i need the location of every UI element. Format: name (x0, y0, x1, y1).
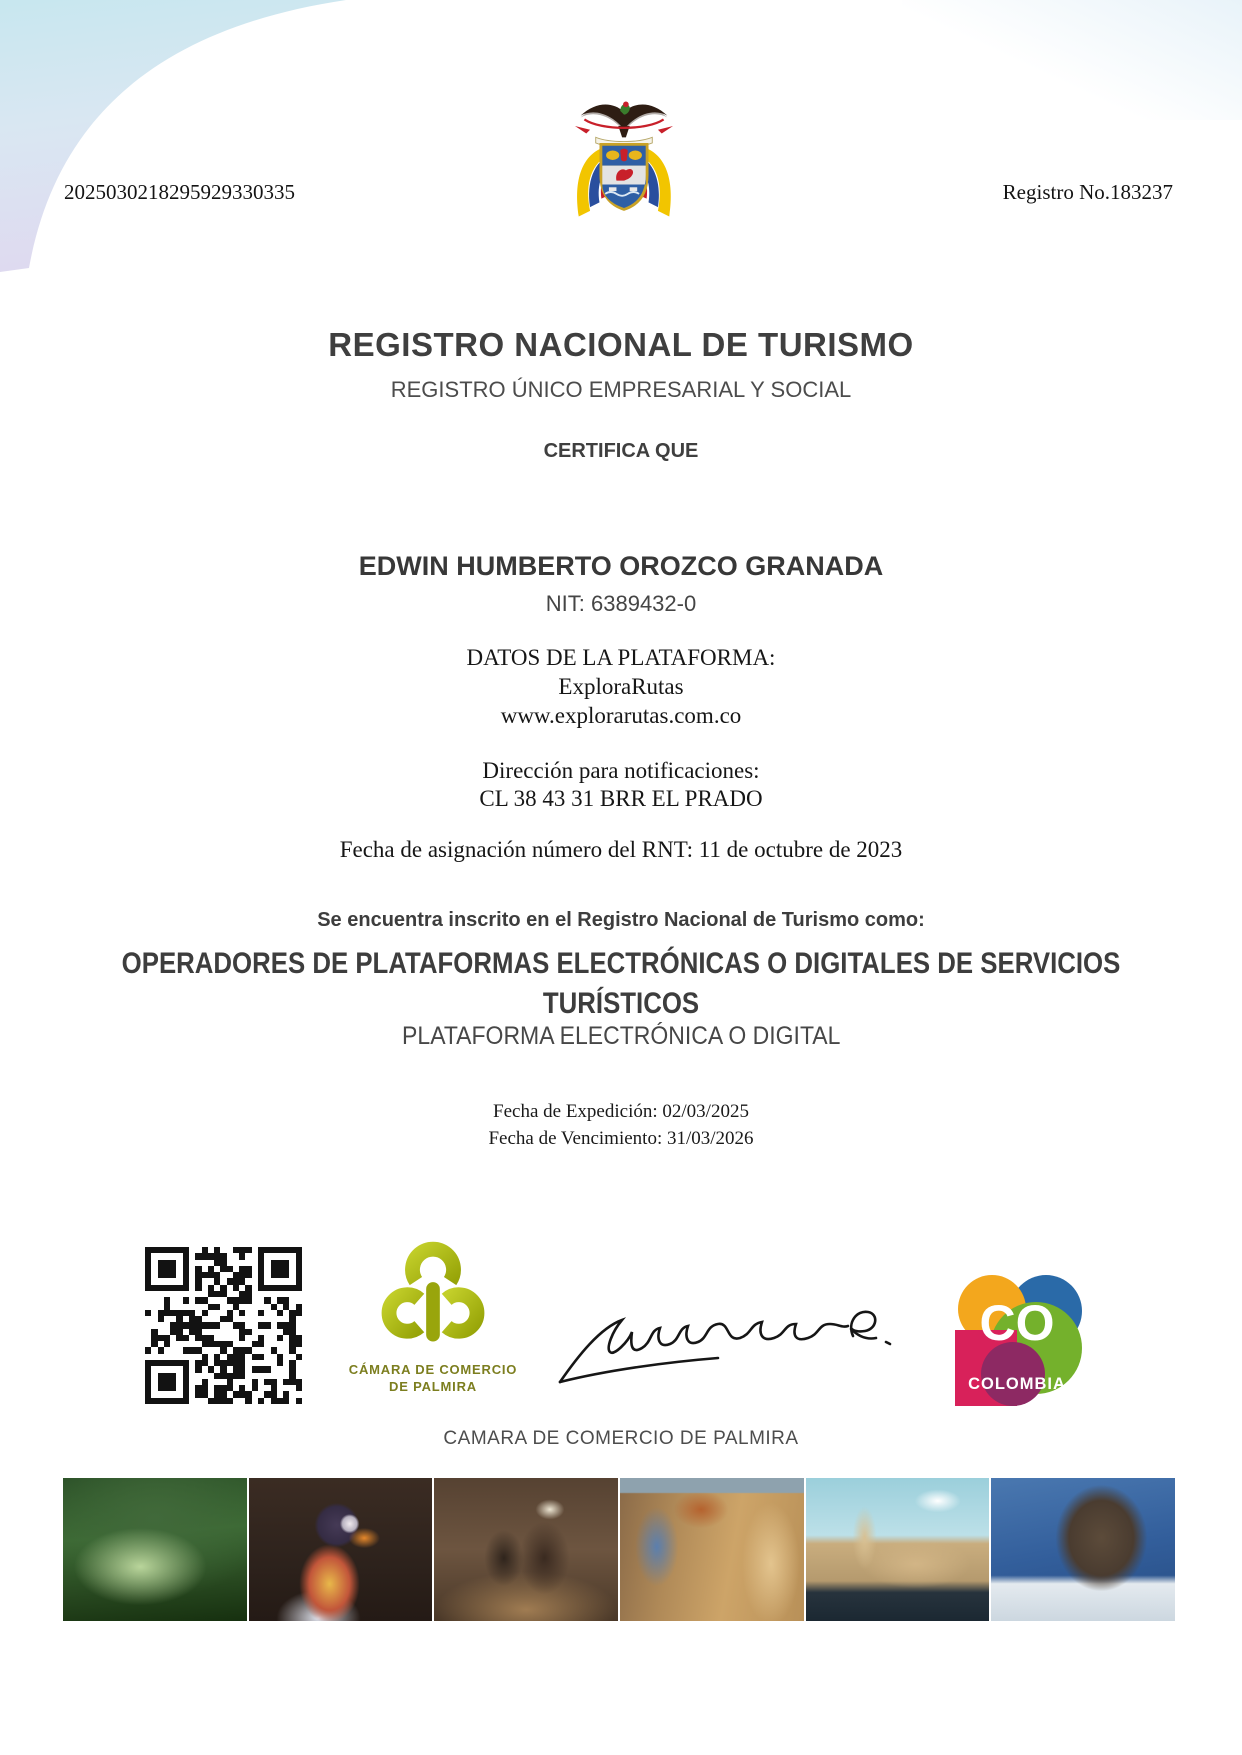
notification-address: CL 38 43 31 BRR EL PRADO (479, 786, 763, 811)
co-logo-colombia-text: COLOMBIA (968, 1375, 1066, 1393)
document-serial-number: 2025030218295929330335 (64, 180, 295, 204)
co-logo-co-text: CO (979, 1295, 1055, 1351)
tourism-photo-strip (63, 1478, 1175, 1621)
page-title: REGISTRO NACIONAL DE TURISMO (328, 326, 914, 363)
co-colombia-logo (955, 1272, 1082, 1406)
inscription-intro: Se encuentra inscrito en el Registro Nacional de Turismo como: (317, 909, 925, 931)
expiration-date: Fecha de Vencimiento: 31/03/2026 (488, 1128, 754, 1149)
rnt-assignment-date: Fecha de asignación número del RNT: 11 de octubre de 2023 (339, 837, 903, 862)
notification-address-heading: Dirección para notificaciones: (482, 758, 760, 783)
rnt-subcategory (0, 1022, 1242, 1051)
chamber-logo-line2: DE PALMIRA (389, 1379, 477, 1394)
chamber-name-footer: CAMARA DE COMERCIO DE PALMIRA (443, 1428, 799, 1449)
chamber-logo-line1: CÁMARA DE COMERCIO (348, 1362, 518, 1377)
photo-jungle-trail (63, 1478, 247, 1621)
page-subtitle: REGISTRO ÚNICO EMPRESARIAL Y SOCIAL (390, 377, 852, 402)
holder-nit: NIT: 6389432-0 (545, 591, 697, 616)
expedition-date: Fecha de Expedición: 02/03/2025 (493, 1101, 749, 1122)
rnt-subcategory-text: PLATAFORMA ELECTRÓNICA O DIGITAL (401, 1022, 841, 1050)
chamber-logo-caption (333, 1361, 533, 1395)
corner-gradient-decoration (0, 0, 420, 272)
condor (581, 101, 668, 137)
chamber-of-commerce-logo (333, 1240, 533, 1395)
photo-colonial-street (620, 1478, 804, 1621)
top-right-tint (902, 0, 1242, 120)
certifies-label: CERTIFICA QUE (543, 440, 699, 462)
shield (599, 143, 648, 211)
platform-name: ExploraRutas (558, 674, 684, 699)
rnt-category-text: OPERADORES DE PLATAFORMAS ELECTRÓNICAS O DIGITALES DE SERVICIOS TURÍSTICOS (121, 947, 1121, 1020)
chamber-trefoil-icon (374, 1240, 492, 1354)
platform-data-heading: DATOS DE LA PLATAFORMA: (466, 645, 776, 670)
photo-king-vulture (249, 1478, 433, 1621)
photo-rocky-mountain (991, 1478, 1175, 1621)
holder-name: EDWIN HUMBERTO OROZCO GRANADA (358, 551, 884, 581)
rnt-category (0, 944, 1242, 1024)
photo-indigenous-people (434, 1478, 618, 1621)
platform-website: www.explorarutas.com.co (500, 703, 742, 728)
registro-number: Registro No.183237 (1002, 180, 1173, 204)
photo-colonial-church (806, 1478, 990, 1621)
coat-of-arms-colombia-icon (558, 88, 690, 230)
handwritten-signature (548, 1298, 918, 1390)
qr-code (145, 1247, 302, 1404)
